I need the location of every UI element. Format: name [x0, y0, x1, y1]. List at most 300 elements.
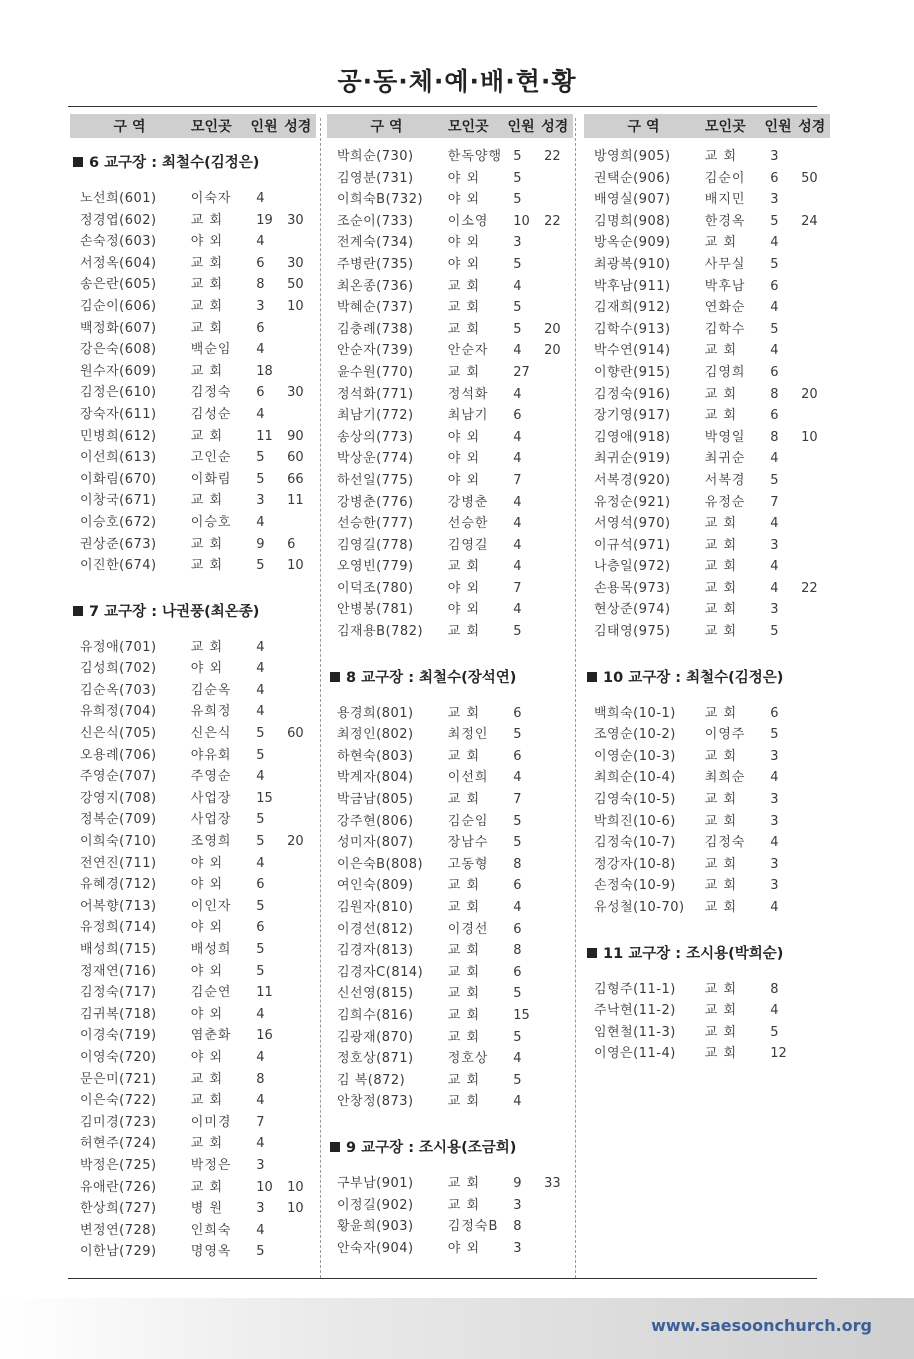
bible-count: 33 — [544, 1175, 561, 1191]
area-name: 현상준(974) — [594, 602, 671, 618]
bible-count — [287, 701, 316, 723]
meeting-place: 이소영 — [447, 213, 489, 229]
bible-count — [801, 319, 830, 341]
attendance-count: 5 — [256, 812, 265, 828]
table-row — [70, 231, 316, 253]
bible-count — [287, 658, 316, 680]
bible-count — [544, 448, 573, 470]
attendance-count: 6 — [770, 705, 779, 721]
bible-count — [801, 621, 830, 643]
square-bullet-icon — [73, 606, 83, 616]
table-row — [327, 319, 573, 341]
area-name: 박상운(774) — [337, 451, 414, 467]
bible-count: 30 — [287, 255, 304, 271]
area-name: 안병봉(781) — [337, 602, 414, 618]
bible-count — [287, 512, 316, 534]
table-row — [584, 1022, 830, 1044]
meeting-place: 병 원 — [190, 1201, 224, 1217]
table-row — [70, 469, 316, 491]
bible-count — [801, 362, 830, 384]
bible-count: 60 — [287, 450, 304, 466]
area-name: 서영석(970) — [594, 516, 671, 532]
area-name: 선승한(777) — [337, 516, 414, 532]
attendance-count: 8 — [513, 943, 522, 959]
area-name: 방옥순(909) — [594, 235, 671, 251]
area-name: 김성희(702) — [80, 661, 157, 677]
area-name: 유정순(921) — [594, 494, 671, 510]
bible-count: 20 — [544, 321, 561, 337]
meeting-place: 연화순 — [704, 300, 746, 316]
attendance-count: 5 — [770, 1024, 779, 1040]
attendance-count: 4 — [513, 602, 522, 618]
meeting-place: 교 회 — [704, 624, 738, 640]
area-name: 김재용B(782) — [337, 624, 424, 640]
attendance-count: 4 — [513, 386, 522, 402]
area-name: 이승호(672) — [80, 514, 157, 530]
table-row — [584, 211, 830, 233]
meeting-place: 교 회 — [447, 321, 481, 337]
table-row — [584, 362, 830, 384]
meeting-place: 야 외 — [447, 192, 481, 208]
bible-count: 20 — [287, 834, 304, 850]
meeting-place: 고인순 — [190, 450, 232, 466]
meeting-place: 사업장 — [190, 812, 232, 828]
attendance-count: 4 — [513, 278, 522, 294]
attendance-count: 8 — [513, 856, 522, 872]
table-row — [70, 1198, 316, 1220]
table-row — [70, 339, 316, 361]
meeting-place: 야 외 — [447, 602, 481, 618]
attendance-count: 5 — [770, 213, 779, 229]
bible-count — [287, 1112, 316, 1134]
table-row — [327, 146, 573, 168]
area-name: 김광재(870) — [337, 1029, 414, 1045]
meeting-place: 교 회 — [447, 792, 481, 808]
area-name: 최광복(910) — [594, 256, 671, 272]
area-name: 김영애(918) — [594, 429, 671, 445]
bible-count: 50 — [287, 277, 304, 293]
area-name: 김정숙(10-7) — [594, 835, 676, 851]
area-name: 권택순(906) — [594, 170, 671, 186]
bible-count — [287, 361, 316, 383]
table-header — [70, 114, 316, 138]
table-row — [70, 382, 316, 404]
area-name: 이한남(729) — [80, 1244, 157, 1260]
attendance-count: 6 — [770, 408, 779, 424]
bible-count — [801, 703, 830, 725]
table-row — [584, 492, 830, 514]
meeting-place: 사무실 — [704, 256, 746, 272]
attendance-count: 5 — [770, 727, 779, 743]
area-name: 윤수원(770) — [337, 364, 414, 380]
bible-count — [801, 254, 830, 276]
table-row — [327, 362, 573, 384]
area-name: 강영지(708) — [80, 790, 157, 806]
table-row — [327, 1091, 573, 1113]
meeting-place: 교 회 — [190, 558, 224, 574]
bible-count: 10 — [287, 298, 304, 314]
header-place: 모인곳 — [705, 119, 746, 135]
attendance-count: 3 — [770, 856, 779, 872]
meeting-place: 교 회 — [704, 580, 738, 596]
bible-count — [801, 875, 830, 897]
area-name: 주병란(735) — [337, 256, 414, 272]
bible-count — [544, 1238, 573, 1260]
group-heading — [584, 667, 830, 689]
bible-count — [544, 1195, 573, 1217]
meeting-place: 교 회 — [190, 428, 224, 444]
meeting-place: 한독양행 — [447, 149, 503, 164]
table-row — [70, 1004, 316, 1026]
bible-count — [287, 982, 316, 1004]
bible-count — [801, 556, 830, 578]
area-name: 이희숙(710) — [80, 834, 157, 850]
area-name: 김희수(816) — [337, 1007, 414, 1023]
bible-count — [801, 340, 830, 362]
meeting-place: 야 외 — [447, 451, 481, 467]
attendance-count: 4 — [256, 1093, 265, 1109]
area-name: 박계자(804) — [337, 770, 414, 786]
area-name: 오용례(706) — [80, 747, 157, 763]
bible-count — [544, 297, 573, 319]
area-name: 하현숙(803) — [337, 748, 414, 764]
attendance-count: 4 — [256, 406, 265, 422]
attendance-count: 4 — [513, 537, 522, 553]
attendance-count: 6 — [513, 748, 522, 764]
bible-count — [287, 874, 316, 896]
meeting-place: 교 회 — [704, 343, 738, 359]
table-row — [70, 512, 316, 534]
area-name: 유성철(10-70) — [594, 900, 685, 915]
area-name: 이선희(613) — [80, 450, 157, 466]
area-name: 백정화(607) — [80, 320, 157, 336]
group-heading — [70, 152, 316, 174]
area-name: 정복순(709) — [80, 812, 157, 828]
bible-count — [287, 917, 316, 939]
attendance-count: 6 — [770, 278, 779, 294]
attendance-count: 6 — [513, 408, 522, 424]
attendance-count: 5 — [513, 192, 522, 208]
meeting-place: 이경선 — [447, 921, 489, 937]
meeting-place: 교 회 — [447, 986, 481, 1002]
meeting-place: 교 회 — [447, 624, 481, 640]
bible-count — [544, 897, 573, 919]
table-row — [584, 789, 830, 811]
table-row — [584, 703, 830, 725]
bible-count: 22 — [801, 580, 818, 596]
meeting-place: 야 외 — [190, 963, 224, 979]
bible-count — [801, 897, 830, 919]
meeting-place: 야 외 — [447, 429, 481, 445]
table-row — [70, 210, 316, 232]
area-name: 전연진(711) — [80, 855, 157, 871]
group-title: 10 교구장 : 최철수(김정은) — [603, 669, 784, 686]
area-name: 이규석(971) — [594, 537, 671, 553]
attendance-count: 4 — [256, 1222, 265, 1238]
attendance-count: 10 — [256, 1179, 273, 1195]
area-name: 이향란(915) — [594, 364, 671, 380]
area-name: 박금남(805) — [337, 792, 414, 808]
attendance-count: 4 — [256, 1006, 265, 1022]
square-bullet-icon — [587, 948, 597, 958]
area-name: 최귀순(919) — [594, 451, 671, 467]
bible-count: 6 — [287, 536, 296, 552]
attendance-count: 3 — [770, 537, 779, 553]
attendance-count: 11 — [256, 985, 273, 1001]
bible-count — [544, 724, 573, 746]
attendance-count: 4 — [770, 235, 779, 251]
table-row — [327, 897, 573, 919]
table-row — [70, 1177, 316, 1199]
attendance-count: 9 — [513, 1175, 522, 1191]
table-row — [70, 917, 316, 939]
bible-count — [287, 766, 316, 788]
attendance-count: 11 — [256, 428, 273, 444]
table-row — [327, 919, 573, 941]
area-name: 조영순(10-2) — [594, 727, 676, 743]
bible-count: 60 — [287, 726, 304, 742]
attendance-count: 8 — [770, 429, 779, 445]
area-name: 김영길(778) — [337, 537, 414, 553]
table-column-2 — [327, 114, 573, 1259]
bible-count — [801, 811, 830, 833]
table-row — [327, 875, 573, 897]
meeting-place: 교 회 — [704, 813, 738, 829]
bible-count: 10 — [801, 429, 818, 445]
area-name: 이화림(670) — [80, 471, 157, 487]
header-area: 구 역 — [113, 119, 146, 135]
table-column-3 — [584, 114, 830, 1065]
bible-count — [544, 492, 573, 514]
bible-count — [801, 297, 830, 319]
page-title: 공·동·체·예·배·현·황 — [337, 67, 577, 96]
attendance-count: 5 — [513, 300, 522, 316]
header-area: 구 역 — [627, 119, 660, 135]
attendance-count: 4 — [513, 343, 522, 359]
attendance-count: 5 — [513, 813, 522, 829]
bible-count — [544, 405, 573, 427]
bible-count — [544, 767, 573, 789]
area-name: 박희순(730) — [337, 149, 414, 164]
meeting-place: 야 외 — [447, 1240, 481, 1256]
attendance-count: 4 — [770, 300, 779, 316]
area-name: 김정숙(717) — [80, 985, 157, 1001]
attendance-count: 5 — [770, 624, 779, 640]
area-name: 안창정(873) — [337, 1094, 414, 1110]
bible-count — [544, 940, 573, 962]
meeting-place: 김영길 — [447, 537, 489, 553]
attendance-count: 5 — [256, 726, 265, 742]
table-row — [327, 578, 573, 600]
attendance-count: 4 — [256, 769, 265, 785]
bible-count — [544, 811, 573, 833]
attendance-count: 5 — [513, 256, 522, 272]
attendance-count: 3 — [770, 813, 779, 829]
meeting-place: 이승호 — [190, 514, 232, 530]
meeting-place: 야 외 — [190, 855, 224, 871]
table-row — [327, 427, 573, 449]
attendance-count: 4 — [256, 1049, 265, 1065]
bible-count — [801, 789, 830, 811]
meeting-place: 교 회 — [704, 559, 738, 575]
bible-count — [544, 621, 573, 643]
area-name: 구부남(901) — [337, 1175, 414, 1191]
attendance-count: 5 — [256, 963, 265, 979]
table-row — [70, 766, 316, 788]
area-name: 송은란(605) — [80, 277, 157, 293]
area-name: 김재희(912) — [594, 300, 671, 316]
bible-count — [287, 853, 316, 875]
header-bible: 성경 — [284, 119, 312, 135]
attendance-count: 15 — [256, 790, 273, 806]
bible-count — [801, 232, 830, 254]
meeting-place: 교 회 — [704, 878, 738, 894]
bible-count: 22 — [544, 213, 561, 229]
bible-count: 10 — [287, 558, 304, 574]
meeting-place: 교 회 — [447, 300, 481, 316]
bible-count — [287, 1241, 316, 1263]
square-bullet-icon — [330, 672, 340, 682]
area-name: 허현주(724) — [80, 1136, 157, 1152]
attendance-count: 4 — [256, 704, 265, 720]
area-name: 서정옥(604) — [80, 255, 157, 271]
table-row — [70, 1220, 316, 1242]
meeting-place: 교 회 — [704, 705, 738, 721]
bible-count — [287, 809, 316, 831]
attendance-count: 6 — [256, 920, 265, 936]
meeting-place: 야 외 — [447, 256, 481, 272]
meeting-place: 교 회 — [190, 1071, 224, 1087]
bible-count — [287, 1155, 316, 1177]
bible-count — [801, 1000, 830, 1022]
table-row — [70, 658, 316, 680]
table-row — [327, 232, 573, 254]
table-row — [70, 853, 316, 875]
area-name: 강병춘(776) — [337, 494, 414, 510]
attendance-count: 18 — [256, 363, 273, 379]
area-name: 박정은(725) — [80, 1157, 157, 1173]
table-row — [584, 897, 830, 919]
area-name: 김정숙(916) — [594, 386, 671, 402]
table-row — [584, 146, 830, 168]
meeting-place: 교 회 — [447, 1094, 481, 1110]
group-heading — [327, 1137, 573, 1159]
area-name: 이덕조(780) — [337, 580, 414, 596]
area-name: 성미자(807) — [337, 835, 414, 851]
area-name: 이경숙(719) — [80, 1028, 157, 1044]
area-name: 신선영(815) — [337, 986, 414, 1002]
bible-count — [287, 1069, 316, 1091]
table-row — [327, 811, 573, 833]
meeting-place: 최남기 — [447, 408, 489, 424]
meeting-place: 교 회 — [447, 1175, 481, 1191]
table-row — [70, 831, 316, 853]
area-name: 김학수(913) — [594, 321, 671, 337]
bible-count: 24 — [801, 213, 818, 229]
meeting-place: 교 회 — [704, 149, 738, 164]
attendance-count: 5 — [770, 321, 779, 337]
table-row — [584, 724, 830, 746]
area-name: 김 복(872) — [337, 1072, 406, 1088]
area-name: 김정은(610) — [80, 385, 157, 401]
attendance-count: 7 — [256, 1114, 265, 1130]
meeting-place: 교 회 — [190, 320, 224, 336]
attendance-count: 3 — [770, 792, 779, 808]
meeting-place: 주영순 — [190, 769, 232, 785]
meeting-place: 야 외 — [190, 661, 224, 677]
bible-count — [801, 724, 830, 746]
bible-count — [544, 362, 573, 384]
meeting-place: 교 회 — [704, 748, 738, 764]
meeting-place: 교 회 — [190, 493, 224, 509]
table-column-1 — [70, 114, 316, 1263]
attendance-count: 3 — [256, 493, 265, 509]
meeting-place: 이미경 — [190, 1114, 232, 1130]
area-name: 권상준(673) — [80, 536, 157, 552]
table-row — [327, 789, 573, 811]
bible-count — [287, 896, 316, 918]
meeting-place: 야 외 — [190, 877, 224, 893]
attendance-count: 4 — [513, 559, 522, 575]
attendance-count: 4 — [770, 835, 779, 851]
attendance-count: 3 — [770, 149, 779, 164]
area-name: 이창국(671) — [80, 493, 157, 509]
area-name: 서복경(920) — [594, 472, 671, 488]
meeting-place: 최정인 — [447, 727, 489, 743]
attendance-count: 8 — [770, 386, 779, 402]
attendance-count: 4 — [513, 770, 522, 786]
area-name: 정재연(716) — [80, 963, 157, 979]
attendance-count: 6 — [256, 385, 265, 401]
header-area: 구 역 — [370, 119, 403, 135]
attendance-count: 6 — [513, 921, 522, 937]
area-name: 박후남(911) — [594, 278, 671, 294]
area-name: 이경선(812) — [337, 921, 414, 937]
table-header — [584, 114, 830, 138]
area-name: 이정길(902) — [337, 1197, 414, 1213]
meeting-place: 교 회 — [447, 1007, 481, 1023]
table-row — [584, 384, 830, 406]
attendance-count: 3 — [256, 1201, 265, 1217]
table-row — [327, 962, 573, 984]
group-block — [327, 146, 573, 643]
header-bible: 성경 — [798, 119, 826, 135]
bible-count — [801, 189, 830, 211]
area-name: 박희진(10-6) — [594, 813, 676, 829]
bible-count — [801, 746, 830, 768]
meeting-place: 조영희 — [190, 834, 232, 850]
bible-count — [801, 599, 830, 621]
attendance-count: 7 — [513, 472, 522, 488]
area-name: 하선일(775) — [337, 472, 414, 488]
bible-count — [801, 448, 830, 470]
attendance-count: 4 — [256, 234, 265, 250]
table-row — [70, 745, 316, 767]
meeting-place: 장남수 — [447, 835, 489, 851]
meeting-place: 김순연 — [190, 985, 232, 1001]
table-row — [327, 1195, 573, 1217]
bible-count — [544, 535, 573, 557]
bible-count: 10 — [287, 1179, 304, 1195]
meeting-place: 김영희 — [704, 364, 746, 380]
table-row — [70, 680, 316, 702]
bible-count: 50 — [801, 170, 818, 186]
group-block — [70, 601, 316, 1263]
table-row — [327, 703, 573, 725]
meeting-place: 교 회 — [447, 900, 481, 915]
area-name: 김귀복(718) — [80, 1006, 157, 1022]
website-link[interactable]: www.saesoonchurch.org — [651, 1316, 872, 1335]
